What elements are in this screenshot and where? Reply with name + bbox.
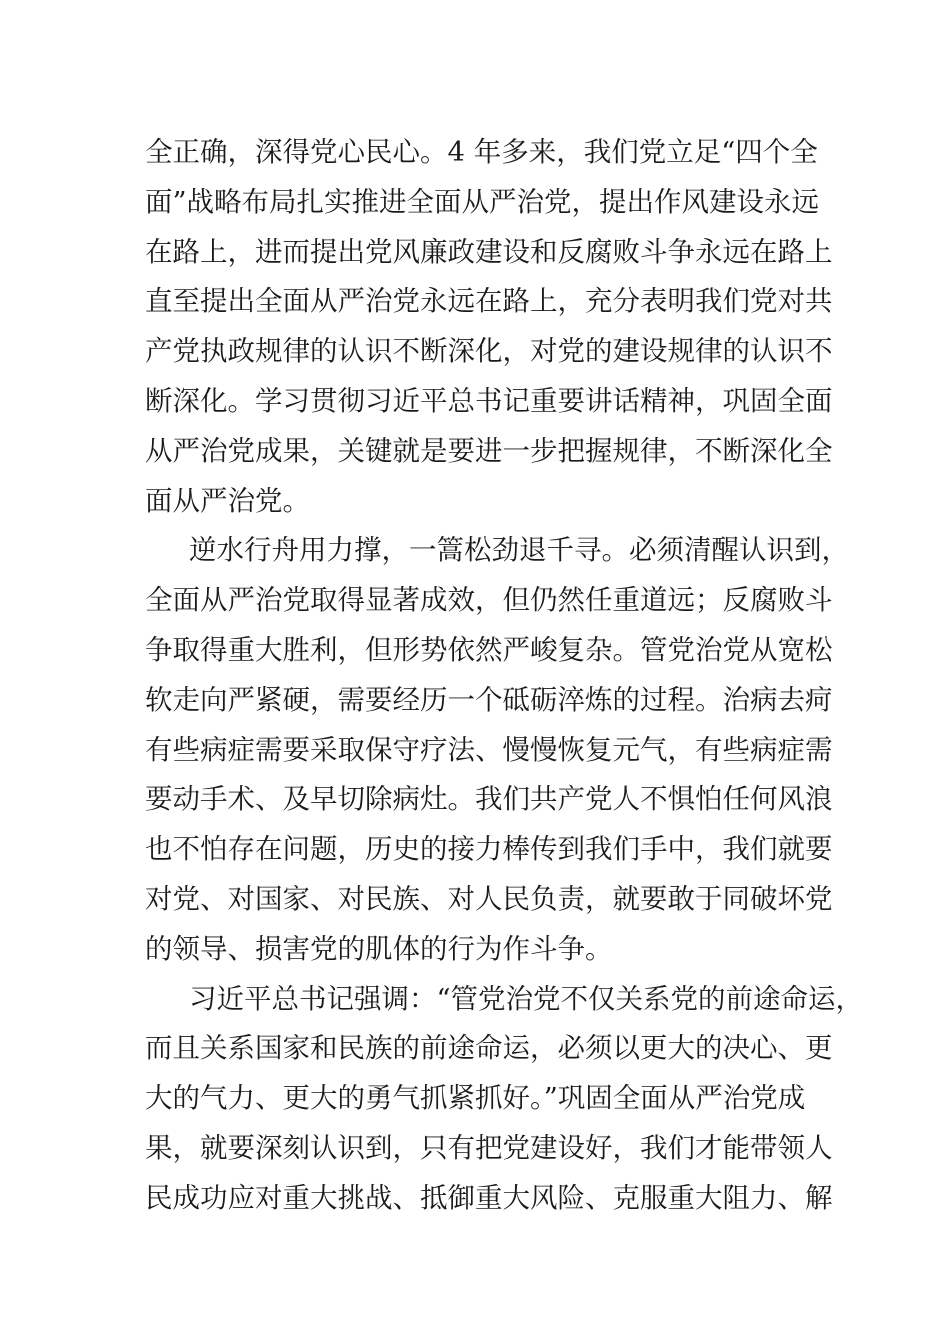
text-line: 在路上，进而提出党风廉政建设和反腐败斗争永远在路上	[145, 235, 833, 268]
text-line: 而且关系国家和民族的前途命运，必须以更大的决心、更	[145, 1032, 833, 1065]
text-line: 民成功应对重大挑战、抵御重大风险、克服重大阻力、解	[145, 1181, 833, 1214]
text-line: 从严治党成果，关键就是要进一步把握规律，不断深化全	[145, 434, 833, 467]
text-line: 面”战略布局扎实推进全面从严治党，提出作风建设永远	[145, 185, 820, 218]
text-line: 全正确，深得党心民心。4 年多来，我们党立足“四个全	[145, 136, 818, 168]
text-line: 面从严治党。	[145, 484, 310, 517]
text-line: 对党、对国家、对民族、对人民负责，就要敢于同破坏党	[145, 882, 833, 915]
text-line: 果，就要深刻认识到，只有把党建设好，我们才能带领人	[145, 1131, 833, 1164]
text-line: 争取得重大胜利，但形势依然严峻复杂。管党治党从宽松	[145, 633, 833, 666]
text-line: 也不怕存在问题，历史的接力棒传到我们手中，我们就要	[145, 833, 833, 866]
text-line: 断深化。学习贯彻习近平总书记重要讲话精神，巩固全面	[145, 384, 833, 417]
text-line: 要动手术、及早切除病灶。我们共产党人不惧怕任何风浪	[145, 783, 833, 816]
paragraph-first-line: 逆水行舟用力撑，一篙松劲退千寻。必须清醒认识到，	[189, 534, 849, 567]
text-line: 有些病症需要采取保守疗法、慢慢恢复元气，有些病症需	[145, 733, 833, 766]
text-line: 产党执政规律的认识不断深化，对党的建设规律的认识不	[145, 335, 833, 368]
paragraph-first-line: 习近平总书记强调：“管党治党不仅关系党的前途命运，	[189, 982, 864, 1015]
text-line: 全面从严治党取得显著成效，但仍然任重道远；反腐败斗	[145, 584, 833, 617]
text-line: 直至提出全面从严治党永远在路上，充分表明我们党对共	[145, 285, 833, 318]
text-line: 大的气力、更大的勇气抓紧抓好。”巩固全面从严治党成	[145, 1082, 806, 1115]
text-line: 软走向严紧硬，需要经历一个砥砺淬炼的过程。治病去疴	[145, 683, 833, 716]
body-text	[145, 128, 864, 1224]
text-line: 的领导、损害党的肌体的行为作斗争。	[145, 932, 613, 965]
